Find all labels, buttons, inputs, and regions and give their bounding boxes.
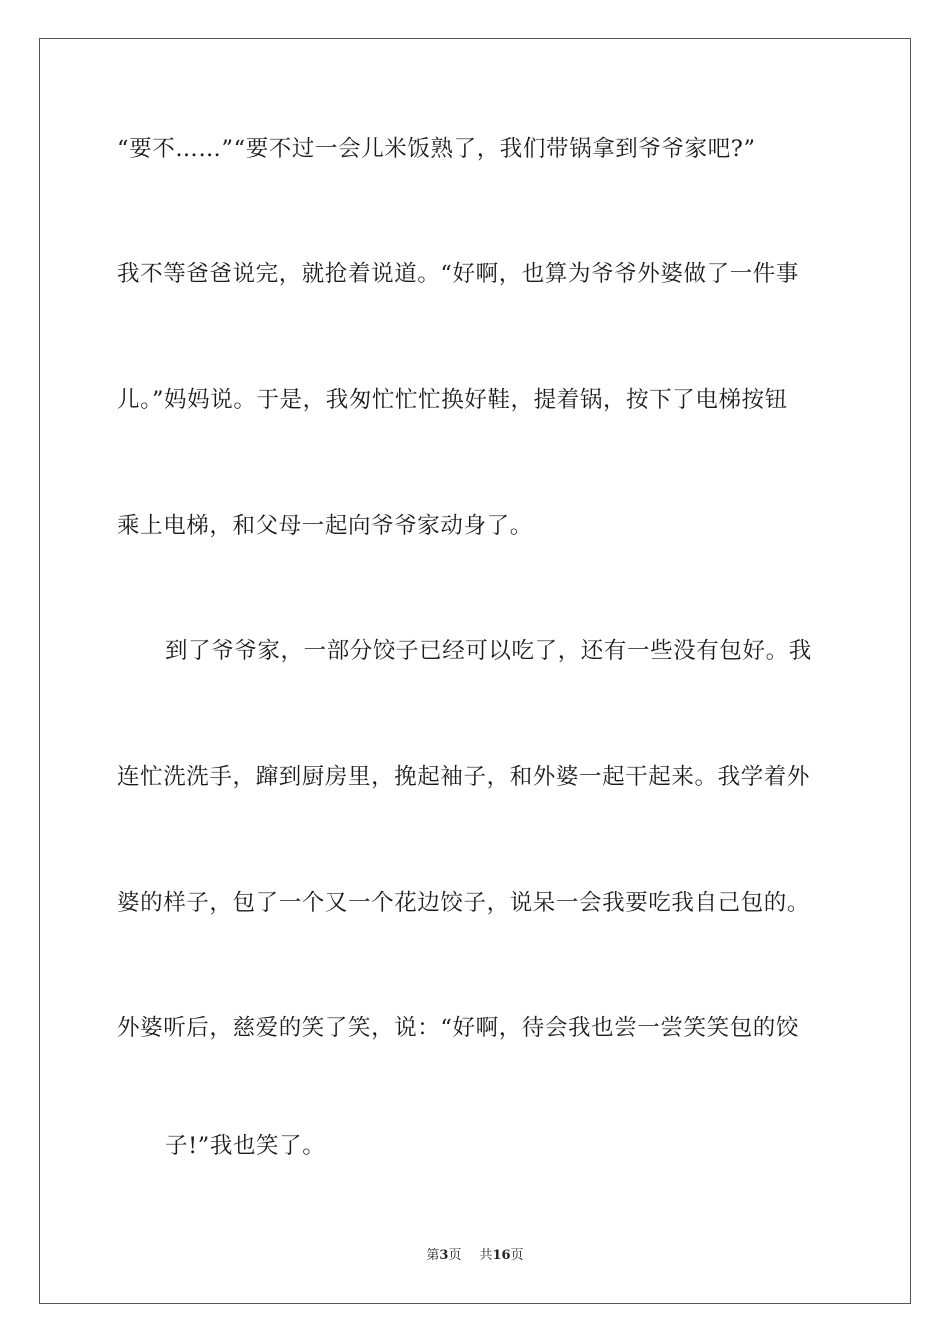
body-line-9: 子!”我也笑了。 <box>165 1133 326 1159</box>
body-line-8: 外婆听后，慈爱的笑了笑，说：“好啊，待会我也尝一尝笑笑包的饺 <box>117 1015 800 1041</box>
body-line-3: 儿。”妈妈说。于是，我匆忙忙忙换好鞋，提着锅，按下了电梯按钮 <box>117 387 788 413</box>
body-line-4: 乘上电梯，和父母一起向爷爷家动身了。 <box>117 513 533 539</box>
total-pages-number: 16 <box>492 1248 511 1263</box>
current-page-number: 3 <box>439 1248 449 1263</box>
body-line-6: 连忙洗洗手，蹿到厨房里，挽起袖子，和外婆一起干起来。我学着外 <box>117 764 811 790</box>
page-footer <box>0 1247 950 1265</box>
body-line-2: 我不等爸爸说完，就抢着说道。“好啊，也算为爷爷外婆做了一件事 <box>117 261 800 287</box>
total-suffix: 页 <box>510 1248 524 1263</box>
body-line-1: “要不……”“要不过一会儿米饭熟了，我们带锅拿到爷爷家吧?” <box>117 136 756 162</box>
page-prefix: 第 <box>426 1248 440 1263</box>
page-suffix: 页 <box>448 1248 462 1263</box>
total-prefix: 共 <box>479 1248 493 1263</box>
body-line-7: 婆的样子，包了一个又一个花边饺子，说呆一会我要吃我自己包的。 <box>117 890 811 916</box>
body-line-5: 到了爷爷家，一部分饺子已经可以吃了，还有一些没有包好。我 <box>165 638 812 664</box>
page-border <box>39 38 911 1304</box>
